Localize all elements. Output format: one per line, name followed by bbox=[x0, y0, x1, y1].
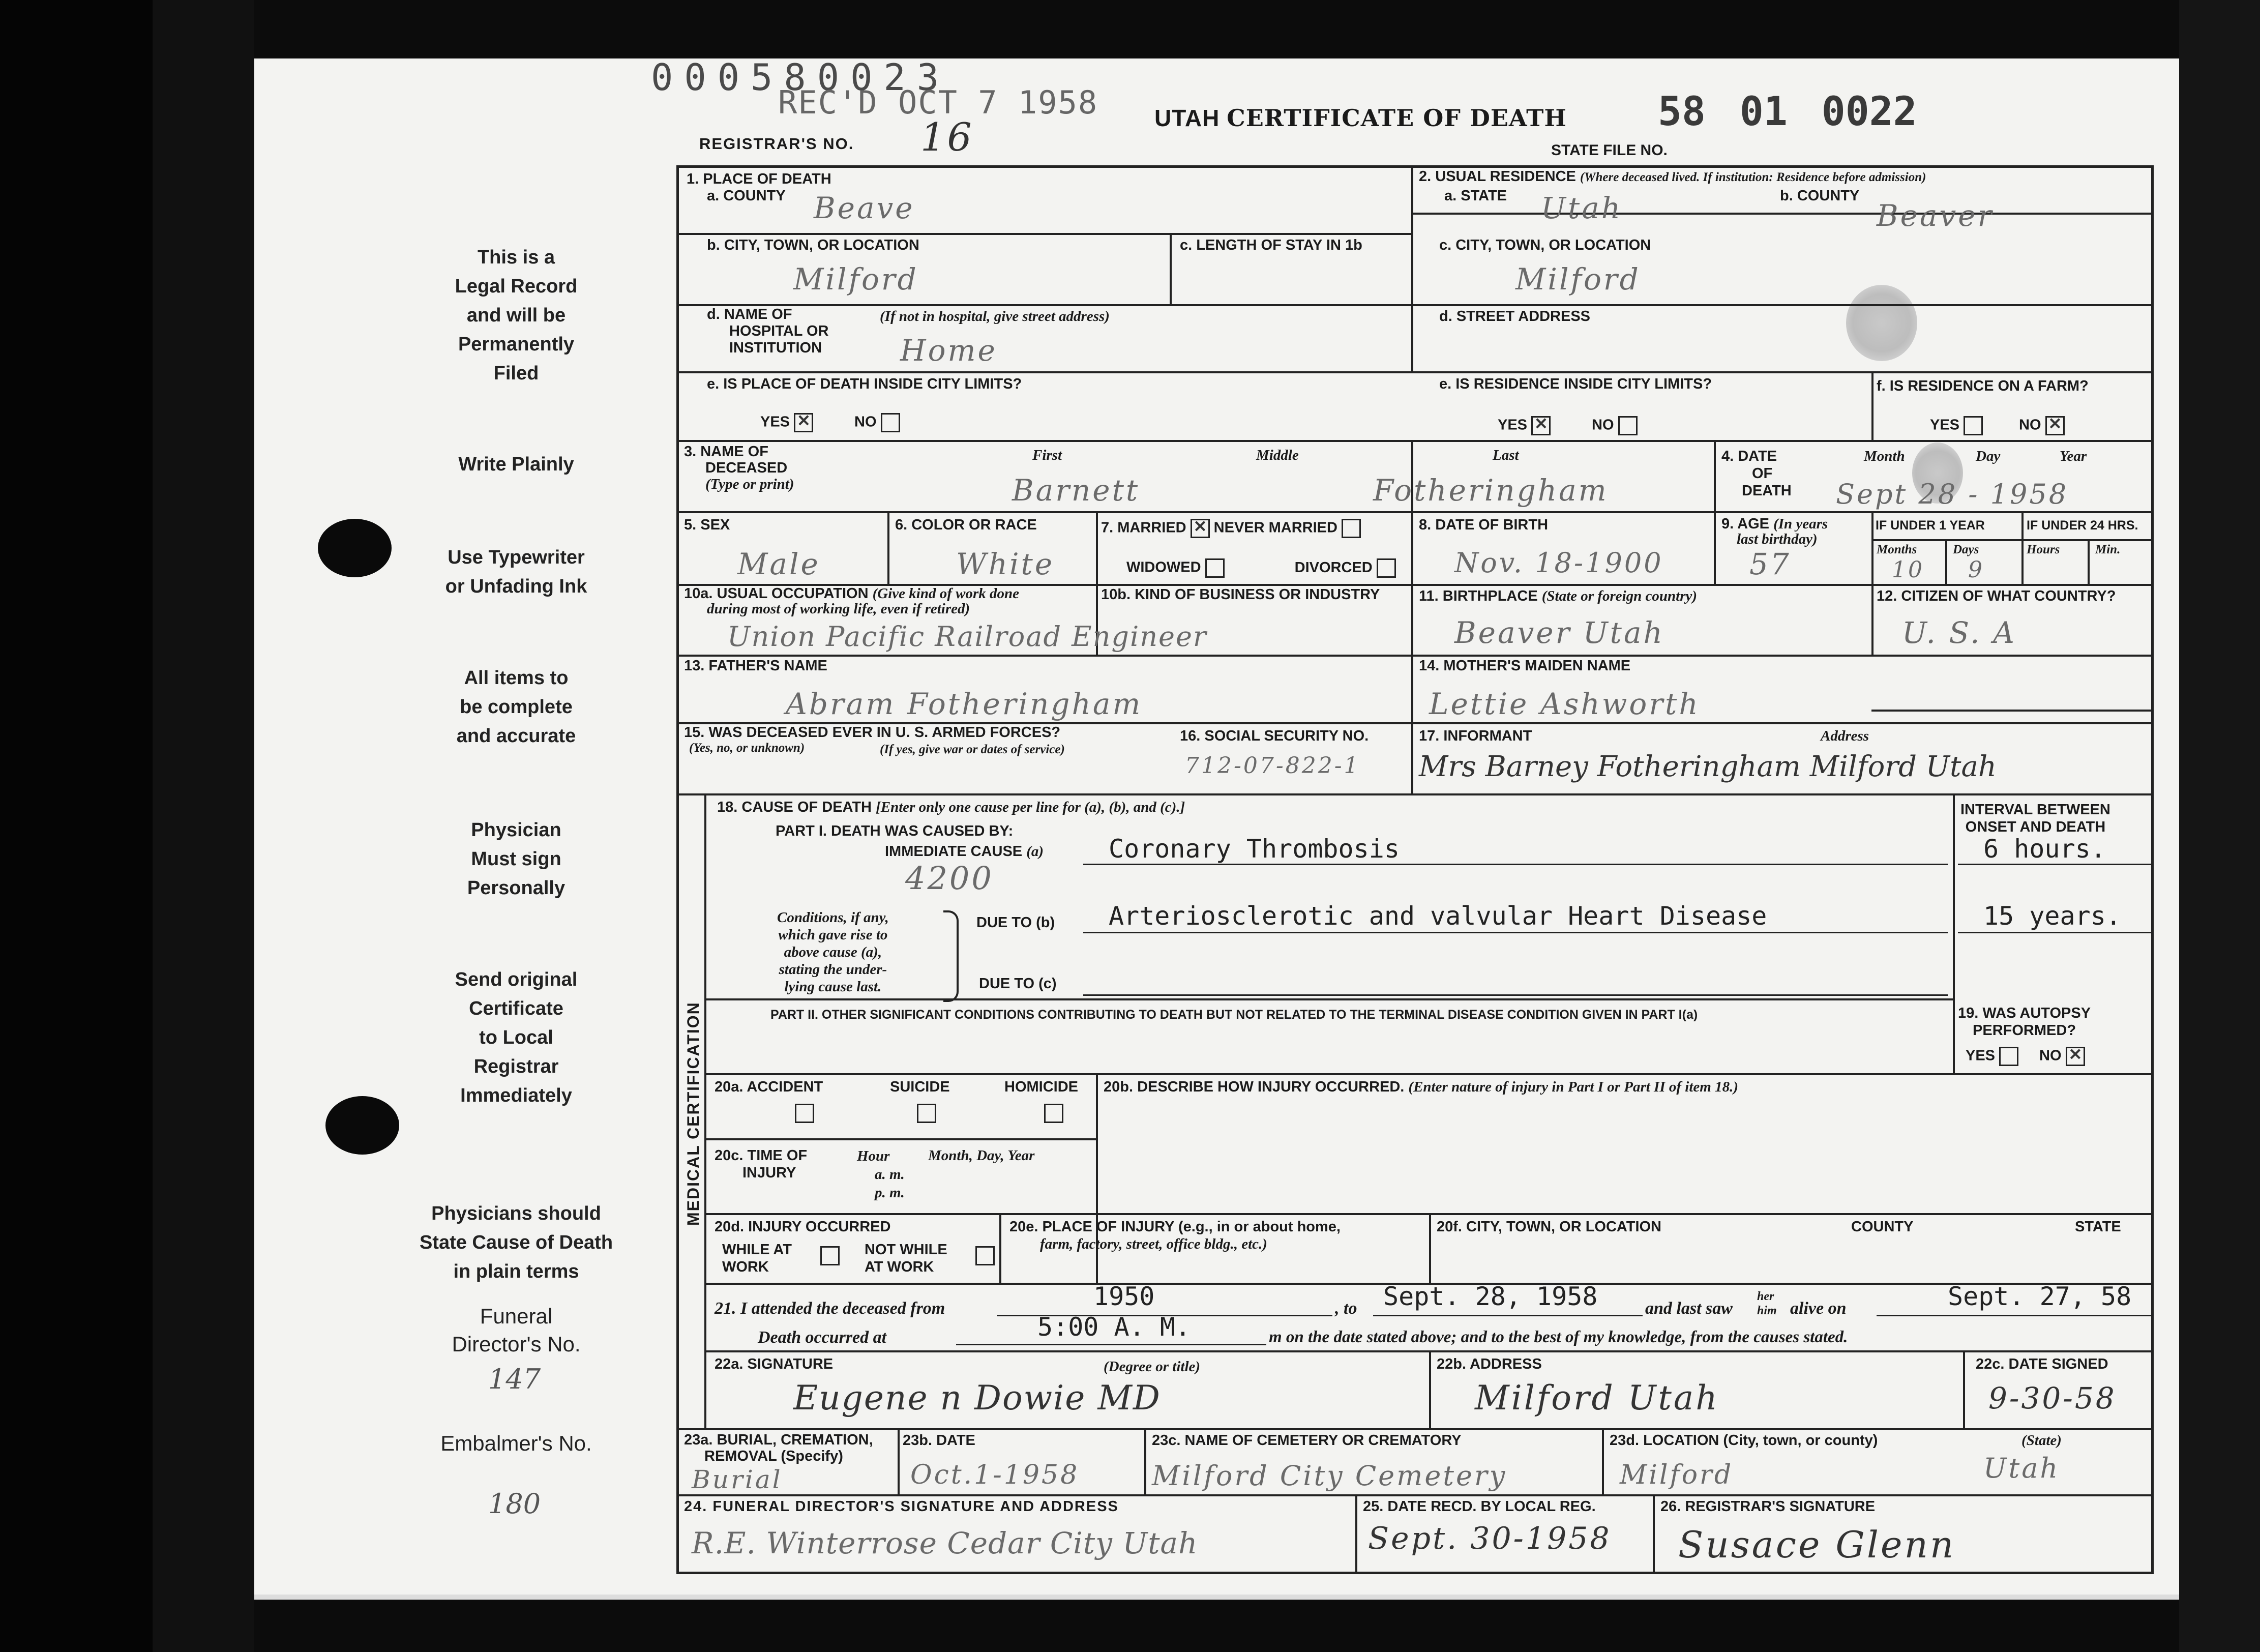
embalmer-number: 180 bbox=[488, 1488, 541, 1520]
hospital-label-line: INSTITUTION bbox=[729, 340, 822, 356]
while-at-work-label bbox=[722, 1241, 792, 1276]
deceased-name-label-line: DECEASED bbox=[705, 460, 788, 476]
part-1-label: PART I. DEATH WAS CAUSED BY: bbox=[776, 823, 1014, 839]
middle-label: Middle bbox=[1256, 447, 1299, 463]
not-at-work-line: AT WORK bbox=[865, 1259, 934, 1275]
usual-residence-label: 2. USUAL RESIDENCE bbox=[1419, 168, 1576, 185]
month-label: Month bbox=[1864, 448, 1905, 464]
address-label: Address bbox=[1821, 728, 1869, 744]
attended-text: I attended the deceased from bbox=[740, 1299, 945, 1318]
sidebar-text: Filed bbox=[493, 363, 539, 384]
hour-label: Hour bbox=[857, 1148, 890, 1164]
mother-value: Lettie Ashworth bbox=[1429, 687, 1700, 721]
her-label: her bbox=[1757, 1290, 1774, 1303]
checkbox[interactable] bbox=[1999, 1047, 2018, 1066]
married-label: MARRIED bbox=[1117, 519, 1186, 536]
local-reg-date-label: 25. DATE RECD. BY LOCAL REG. bbox=[1363, 1498, 1596, 1515]
residence-state-value: Utah bbox=[1541, 191, 1623, 225]
checkbox-divorced[interactable] bbox=[1377, 558, 1396, 578]
occupation-value: Union Pacific Railroad Engineer bbox=[727, 621, 1207, 653]
no-label: NO bbox=[2039, 1047, 2062, 1064]
date-signed-value: 9-30-58 bbox=[1988, 1381, 2117, 1415]
injury-city-label: 20f. CITY, TOWN, OR LOCATION bbox=[1437, 1219, 1661, 1235]
time-of-injury-label-line: 20c. TIME OF bbox=[715, 1147, 808, 1164]
burial-label-line: REMOVAL (Specify) bbox=[704, 1448, 843, 1464]
hospital-note: (If not in hospital, give street address) bbox=[880, 308, 1110, 324]
first-label: First bbox=[1032, 447, 1062, 463]
burial-value: Burial bbox=[692, 1465, 783, 1494]
conditions-note-line: stating the under- bbox=[779, 961, 887, 978]
deceased-last-name: Fotheringham bbox=[1373, 473, 1609, 508]
burial-label-line: 23a. BURIAL, CREMATION, bbox=[684, 1432, 873, 1448]
conditions-note-line: Conditions, if any, bbox=[777, 909, 889, 926]
funeral-director-signature: R.E. Winterrose Cedar City Utah bbox=[692, 1526, 1198, 1560]
cemetery-value: Milford City Cemetery bbox=[1152, 1460, 1507, 1492]
interval-label-line: ONSET AND DEATH bbox=[1965, 819, 2106, 835]
cause-of-death-title bbox=[717, 799, 1185, 816]
sidebar-text: Legal Record bbox=[455, 276, 578, 297]
sex-label: 5. SEX bbox=[684, 517, 730, 533]
checkbox-married[interactable] bbox=[1191, 519, 1210, 538]
medical-certification-label: MEDICAL CERTIFICATION bbox=[684, 1001, 702, 1226]
deceased-name-label bbox=[684, 444, 794, 492]
sidebar-text: Physician bbox=[471, 819, 561, 841]
alive-on-label: alive on bbox=[1790, 1299, 1847, 1318]
death-county-value: Beave bbox=[814, 191, 915, 225]
sidebar-text: Immediately bbox=[460, 1085, 572, 1106]
birthplace-label-text: 11. BIRTHPLACE bbox=[1419, 588, 1538, 604]
father-label: 13. FATHER'S NAME bbox=[684, 658, 827, 674]
sidebar-text: Physicians should bbox=[431, 1203, 601, 1224]
autopsy-label bbox=[1958, 1005, 2091, 1039]
city-label: b. CITY, TOWN, OR LOCATION bbox=[707, 237, 919, 253]
not-at-work-label bbox=[865, 1241, 947, 1276]
checkbox-checked[interactable] bbox=[2045, 416, 2065, 435]
injury-description-label bbox=[1104, 1078, 1738, 1096]
occupation-note: (Give kind of work done bbox=[872, 585, 1019, 602]
registrar-signature-label: 26. REGISTRAR'S SIGNATURE bbox=[1660, 1498, 1876, 1515]
a-label: (a) bbox=[1026, 843, 1044, 860]
months-value: 10 bbox=[1892, 557, 1924, 583]
length-of-stay-label: c. LENGTH OF STAY IN 1b bbox=[1180, 237, 1362, 253]
autopsy-no[interactable] bbox=[2039, 1047, 2085, 1066]
days-value: 9 bbox=[1968, 557, 1984, 583]
hospital-label bbox=[707, 306, 829, 357]
burial-state-value: Utah bbox=[1983, 1452, 2060, 1484]
registrar-signature: Susace Glenn bbox=[1678, 1523, 1956, 1566]
year-label: Year bbox=[2060, 448, 2087, 464]
sidebar-text: Personally bbox=[467, 877, 566, 899]
local-reg-date-value: Sept. 30-1958 bbox=[1368, 1521, 1612, 1556]
sidebar-text: or Unfading Ink bbox=[445, 576, 587, 597]
interval-b-value: 15 years. bbox=[1983, 901, 2121, 931]
autopsy-yes[interactable] bbox=[1966, 1047, 2018, 1066]
film-border-left-inner bbox=[153, 0, 254, 1652]
checkbox-checked[interactable] bbox=[1531, 416, 1551, 435]
cause-of-death-note: [Enter only one cause per line for (a), (b), and (c).] bbox=[876, 799, 1185, 815]
yes-label: YES bbox=[1498, 417, 1528, 433]
homicide-label: HOMICIDE bbox=[1004, 1079, 1078, 1095]
armed-forces-note-2: (If yes, give war or dates of service) bbox=[880, 743, 1065, 756]
sidebar-text: Registrar bbox=[473, 1056, 559, 1077]
sidebar-text: Funeral bbox=[480, 1304, 553, 1328]
widowed-label: WIDOWED bbox=[1126, 559, 1201, 576]
conditions-note-line: above cause (a), bbox=[784, 944, 882, 960]
to-label: , to bbox=[1335, 1299, 1357, 1318]
interval-label-line: INTERVAL BETWEEN bbox=[1960, 802, 2110, 818]
birthplace-value: Beaver Utah bbox=[1454, 615, 1664, 650]
min-label: Min. bbox=[2095, 543, 2121, 556]
month-day-year-label: Month, Day, Year bbox=[928, 1147, 1035, 1164]
marital-label: 7. MARRIED✕ NEVER MARRIED bbox=[1101, 519, 1361, 538]
last-saw-label: and last saw bbox=[1645, 1299, 1733, 1318]
accident-label: 20a. ACCIDENT bbox=[715, 1079, 823, 1095]
sex-value: Male bbox=[737, 547, 820, 581]
injury-county-label: COUNTY bbox=[1851, 1219, 1914, 1235]
residence-county-label: b. COUNTY bbox=[1780, 188, 1860, 204]
sidebar-text: State Cause of Death bbox=[419, 1232, 613, 1253]
while-at-work-line: WHILE AT bbox=[722, 1242, 792, 1258]
punch-hole bbox=[325, 1096, 399, 1155]
homicide-checkbox[interactable] bbox=[1044, 1104, 1063, 1123]
signature-label: 22a. SIGNATURE bbox=[715, 1356, 834, 1372]
sidebar-text: Send original bbox=[455, 969, 578, 990]
birthplace-note: (State or foreign country) bbox=[1541, 588, 1698, 604]
injury-description-text: 20b. DESCRIBE HOW INJURY OCCURRED. bbox=[1104, 1079, 1405, 1095]
time-of-injury-label bbox=[715, 1147, 807, 1182]
hours-label: Hours bbox=[2027, 543, 2060, 556]
date-of-death-value: Sept 28 - 1958 bbox=[1836, 478, 2069, 510]
sidebar-text: and accurate bbox=[456, 725, 576, 747]
age-note: last birthday) bbox=[1737, 531, 1818, 547]
business-label: 10b. KIND OF BUSINESS OR INDUSTRY bbox=[1101, 586, 1380, 603]
hospital-label-line: d. NAME OF bbox=[707, 306, 792, 322]
yes-label: YES bbox=[760, 414, 790, 430]
item-21-number: 21. bbox=[715, 1299, 736, 1318]
alive-on-value: Sept. 27, 58 bbox=[1948, 1282, 2132, 1311]
suicide-checkbox[interactable] bbox=[917, 1104, 936, 1123]
hospital-value: Home bbox=[900, 333, 997, 368]
funeral-director-number: 147 bbox=[488, 1363, 541, 1395]
autopsy-label-line: 19. WAS AUTOPSY bbox=[1958, 1005, 2091, 1021]
cause-b-value: Arteriosclerotic and valvular Heart Disease bbox=[1109, 901, 1767, 931]
citizen-value: U. S. A bbox=[1902, 615, 2016, 650]
funeral-director-signature-label: 24. FUNERAL DIRECTOR'S SIGNATURE AND ADDRESS bbox=[684, 1498, 1119, 1515]
cause-code: 4200 bbox=[905, 860, 994, 897]
degree-label: (Degree or title) bbox=[1104, 1359, 1201, 1375]
immediate-cause-label bbox=[885, 843, 1044, 861]
occupation-label bbox=[684, 586, 1019, 616]
time-of-injury-label-line: INJURY bbox=[742, 1165, 796, 1181]
street-address-label: d. STREET ADDRESS bbox=[1439, 308, 1591, 324]
punch-hole bbox=[318, 519, 392, 577]
farm-no[interactable] bbox=[2019, 416, 2065, 435]
interval-a-value: 6 hours. bbox=[1983, 834, 2106, 864]
attended-from-value: 1950 bbox=[1093, 1282, 1155, 1311]
autopsy-label-line: PERFORMED? bbox=[1973, 1022, 2076, 1039]
checkbox-never-married[interactable] bbox=[1342, 519, 1361, 538]
attended-to-value: Sept. 28, 1958 bbox=[1383, 1282, 1598, 1311]
date-signed-label: 22c. DATE SIGNED bbox=[1976, 1356, 2108, 1372]
state-file-label: STATE FILE NO. bbox=[1551, 142, 1668, 159]
informant-label: 17. INFORMANT bbox=[1419, 728, 1532, 744]
birthplace-label bbox=[1419, 587, 1697, 605]
due-to-b-label: DUE TO (b) bbox=[976, 914, 1055, 931]
film-border-right bbox=[2179, 0, 2260, 1652]
cause-of-death-label: 18. CAUSE OF DEATH bbox=[717, 799, 872, 815]
checkbox[interactable] bbox=[881, 413, 900, 432]
burial-date-label: 23b. DATE bbox=[903, 1432, 975, 1449]
deceased-first-name: Barnett bbox=[1012, 473, 1140, 508]
conditions-bracket bbox=[943, 910, 959, 1002]
title-state: UTAH bbox=[1154, 105, 1220, 131]
checkbox-widowed[interactable] bbox=[1205, 558, 1225, 578]
county-label: a. COUNTY bbox=[707, 188, 786, 204]
race-label: 6. COLOR OR RACE bbox=[895, 517, 1037, 533]
under-1-year-label: IF UNDER 1 YEAR bbox=[1876, 518, 1985, 533]
age-label-text: 9. AGE bbox=[1721, 516, 1770, 532]
burial-location-value: Milford bbox=[1620, 1460, 1734, 1490]
occupation-label-text: 10a. USUAL OCCUPATION bbox=[684, 585, 869, 602]
physician-address-value: Milford Utah bbox=[1475, 1378, 1719, 1418]
usual-residence-note: (Where deceased lived. If institution: Residence before admission) bbox=[1580, 170, 1926, 184]
birth-date-value: Nov. 18-1900 bbox=[1454, 547, 1663, 579]
registrar-label: REGISTRAR'S NO. bbox=[699, 135, 854, 153]
death-occurred-label: Death occurred at bbox=[758, 1328, 887, 1347]
cause-a-value: Coronary Thrombosis bbox=[1109, 834, 1400, 864]
informant-value: Mrs Barney Fotheringham Milford Utah bbox=[1419, 750, 1997, 783]
physician-signature: Eugene n Dowie MD bbox=[793, 1378, 1161, 1418]
date-of-death-label-line: DEATH bbox=[1742, 483, 1792, 499]
days-label: Days bbox=[1953, 543, 1979, 556]
sidebar-text: in plain terms bbox=[453, 1261, 579, 1282]
birth-date-label: 8. DATE OF BIRTH bbox=[1419, 517, 1549, 533]
death-city-value: Milford bbox=[793, 262, 918, 297]
widowed-row bbox=[1126, 558, 1396, 578]
citizen-label: 12. CITIZEN OF WHAT COUNTRY? bbox=[1877, 588, 2116, 604]
no-label: NO bbox=[1592, 417, 1614, 433]
hospital-label-line: HOSPITAL OR bbox=[729, 323, 829, 339]
burial-label bbox=[684, 1432, 873, 1464]
age-value: 57 bbox=[1749, 547, 1791, 581]
farm-label: f. IS RESIDENCE ON A FARM? bbox=[1877, 378, 2089, 394]
sidebar-text: This is a bbox=[477, 247, 555, 268]
place-of-injury-line: 20e. PLACE OF INJURY (e.g., in or about home, bbox=[1009, 1219, 1341, 1235]
burial-date-value: Oct.1-1958 bbox=[910, 1460, 1080, 1490]
no-label: NO bbox=[854, 414, 877, 430]
residence-city-label: c. CITY, TOWN, OR LOCATION bbox=[1439, 237, 1651, 253]
residence-city-limits-no[interactable] bbox=[1592, 416, 1638, 435]
yes-label: YES bbox=[1966, 1047, 1996, 1064]
immediate-cause-text: IMMEDIATE CAUSE bbox=[885, 843, 1023, 860]
race-value: White bbox=[956, 547, 1055, 581]
ssn-value: 712-07-822-1 bbox=[1185, 753, 1360, 779]
checkbox[interactable] bbox=[1964, 416, 1983, 435]
sidebar-text: Use Typewriter bbox=[448, 547, 585, 568]
death-city-limits-yes[interactable] bbox=[760, 413, 813, 432]
residence-city-limits-yes[interactable] bbox=[1498, 416, 1551, 435]
date-of-death-label-line: 4. DATE bbox=[1721, 448, 1777, 464]
date-of-death-label-line: OF bbox=[1752, 465, 1773, 482]
while-at-work-checkbox[interactable] bbox=[820, 1246, 840, 1265]
residence-state-label: a. STATE bbox=[1444, 188, 1507, 204]
while-at-work-line: WORK bbox=[722, 1259, 769, 1275]
physician-address-label: 22b. ADDRESS bbox=[1437, 1356, 1542, 1372]
sidebar-text: to Local bbox=[479, 1027, 553, 1048]
months-label: Months bbox=[1877, 543, 1917, 556]
pm-label: p. m. bbox=[875, 1185, 905, 1201]
under-24-hrs-label: IF UNDER 24 HRS. bbox=[2027, 518, 2138, 533]
sidebar-text: and will be bbox=[466, 305, 566, 326]
age-note: (In years bbox=[1773, 516, 1828, 532]
no-label: NO bbox=[2019, 417, 2041, 433]
sidebar-text: All items to bbox=[464, 667, 569, 689]
certificate-title bbox=[1154, 104, 1567, 132]
farm-yes[interactable] bbox=[1930, 416, 1983, 435]
residence-city-limits-label: e. IS RESIDENCE INSIDE CITY LIMITS? bbox=[1439, 376, 1712, 392]
registrar-number: 16 bbox=[920, 114, 974, 160]
father-value: Abram Fotheringham bbox=[786, 687, 1143, 721]
sidebar-text: Embalmer's No. bbox=[440, 1431, 592, 1455]
on-date-text: m on the date stated above; and to the best of my knowledge, from the causes stated. bbox=[1269, 1328, 1848, 1346]
day-label: Day bbox=[1976, 448, 2001, 464]
sidebar-text: Must sign bbox=[471, 848, 561, 870]
mother-label: 14. MOTHER'S MAIDEN NAME bbox=[1419, 658, 1631, 674]
her-him-labels bbox=[1757, 1289, 1777, 1318]
residence-city-value: Milford bbox=[1515, 262, 1641, 297]
residence-county-value: Beaver bbox=[1877, 198, 1994, 233]
age-label bbox=[1721, 516, 1828, 547]
accident-checkbox[interactable] bbox=[795, 1104, 814, 1123]
burial-location-label: 23d. LOCATION (City, town, or county) bbox=[1610, 1432, 1878, 1449]
armed-forces-note: (Yes, no, or unknown) bbox=[689, 741, 805, 755]
hour-ampm bbox=[857, 1147, 905, 1202]
conditions-note-line: which gave rise to bbox=[778, 927, 888, 943]
last-label: Last bbox=[1493, 447, 1519, 463]
place-of-death-title: 1. PLACE OF DEATH bbox=[687, 171, 831, 187]
conditions-note bbox=[777, 909, 889, 995]
attended-row-label bbox=[715, 1300, 945, 1317]
conditions-note-line: lying cause last. bbox=[784, 979, 882, 995]
never-married-label: NEVER MARRIED bbox=[1213, 519, 1337, 536]
due-to-c-label: DUE TO (c) bbox=[979, 976, 1057, 992]
injury-description-note: (Enter nature of injury in Part I or Part II of item 18.) bbox=[1408, 1079, 1738, 1095]
place-of-injury-line: farm, factory, street, office bldg., etc.) bbox=[1040, 1236, 1267, 1252]
title-text: CERTIFICATE OF DEATH bbox=[1227, 104, 1567, 132]
checkbox-checked[interactable] bbox=[794, 413, 813, 432]
usual-residence-title bbox=[1419, 168, 1926, 186]
suicide-label: SUICIDE bbox=[890, 1079, 950, 1095]
place-of-injury-label bbox=[1009, 1218, 1341, 1253]
ssn-label: 16. SOCIAL SECURITY NO. bbox=[1180, 728, 1369, 744]
deceased-name-label-line: 3. NAME OF bbox=[684, 444, 768, 460]
yes-label: YES bbox=[1930, 417, 1960, 433]
injury-occurred-label: 20d. INJURY OCCURRED bbox=[715, 1219, 891, 1235]
date-of-death-label bbox=[1721, 448, 1792, 499]
death-city-limits-label: e. IS PLACE OF DEATH INSIDE CITY LIMITS? bbox=[707, 376, 1022, 392]
death-time-value: 5:00 A. M. bbox=[1037, 1312, 1191, 1342]
sidebar-text: Write Plainly bbox=[458, 454, 574, 475]
checkbox-checked[interactable] bbox=[2066, 1047, 2085, 1066]
am-label: a. m. bbox=[875, 1166, 905, 1183]
not-at-work-line: NOT WHILE bbox=[865, 1242, 947, 1258]
armed-forces-label-text: 15. WAS DECEASED EVER IN U. S. ARMED FORCES? bbox=[684, 724, 1061, 741]
received-stamp: REC'D OCT 7 1958 bbox=[778, 84, 1098, 121]
interval-label bbox=[1960, 801, 2110, 836]
sidebar-text: be complete bbox=[460, 696, 573, 718]
cemetery-label: 23c. NAME OF CEMETERY OR CREMATORY bbox=[1152, 1432, 1462, 1449]
him-label: him bbox=[1757, 1304, 1777, 1317]
part-2-label: PART II. OTHER SIGNIFICANT CONDITIONS CONTRIBUTING TO DEATH BUT NOT RELATED TO THE TERMINAL DISEASE CONDITION GIVEN IN PART I(a) bbox=[770, 1008, 1698, 1022]
burial-state-label: (State) bbox=[2021, 1432, 2062, 1449]
checkbox[interactable] bbox=[1618, 416, 1638, 435]
sidebar-text: Permanently bbox=[458, 334, 575, 355]
death-city-limits-no[interactable] bbox=[854, 413, 900, 432]
not-at-work-checkbox[interactable] bbox=[975, 1246, 995, 1265]
deceased-name-label-line: (Type or print) bbox=[705, 476, 794, 492]
sidebar-text: Director's No. bbox=[452, 1332, 581, 1356]
top-number: 000580023 bbox=[651, 56, 950, 99]
occupation-note: during most of working life, even if retired) bbox=[707, 601, 970, 617]
sidebar-text: Certificate bbox=[469, 998, 563, 1019]
injury-state-label: STATE bbox=[2075, 1219, 2121, 1235]
state-file-number: 58 01 0022 bbox=[1658, 89, 1917, 135]
divorced-label: DIVORCED bbox=[1294, 559, 1373, 576]
